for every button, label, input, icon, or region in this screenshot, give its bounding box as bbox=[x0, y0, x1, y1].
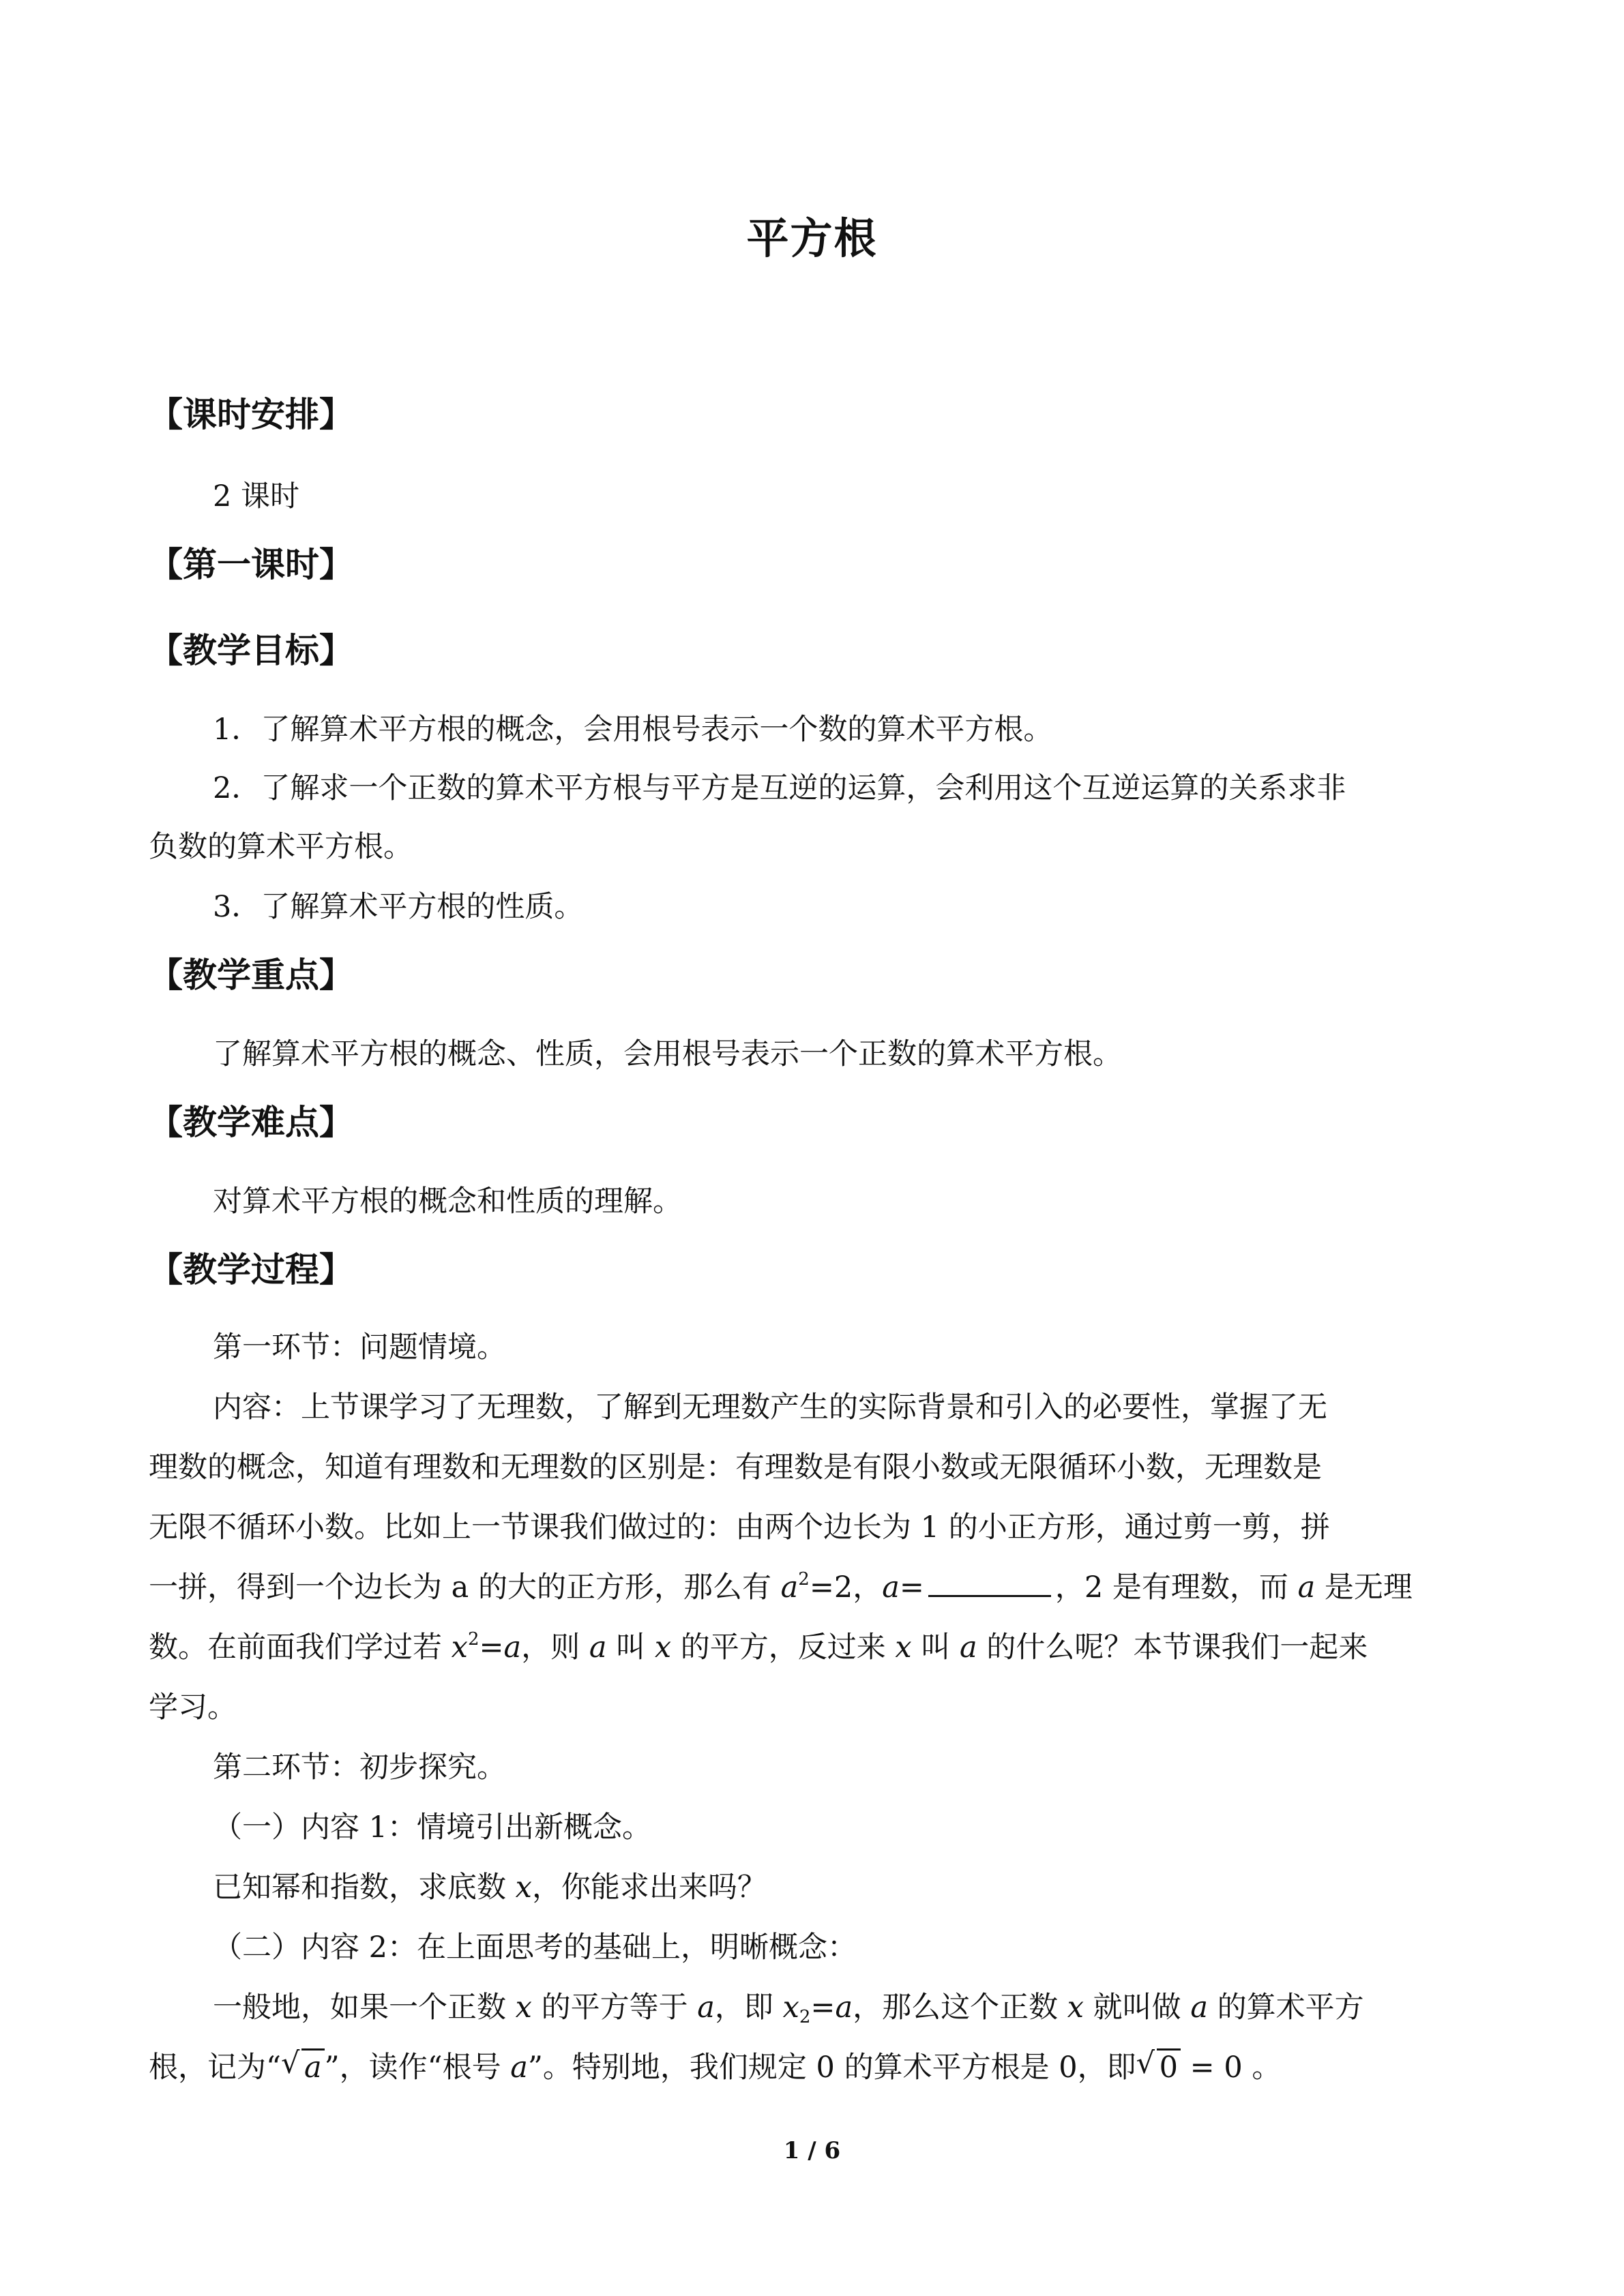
content-line2: 理数的概念，知道有理数和无理数的区别是：有理数是有限小数或无限循环小数，无理数是 bbox=[149, 1450, 1322, 1485]
goal-2-line1: 2．了解求一个正数的算术平方根与平方是互逆的运算，会利用这个互逆运算的关系求非 bbox=[213, 771, 1346, 805]
sqrt-a-symbol: √ a bbox=[281, 2038, 325, 2098]
sqrt-zero-symbol: √ 0 bbox=[1136, 2038, 1181, 2098]
goal-2-line2: 负数的算术平方根。 bbox=[149, 830, 413, 864]
content-line1: 内容：上节课学习了无理数，了解到无理数产生的实际背景和引入的必要性，掌握了无 bbox=[213, 1390, 1327, 1425]
page-title: 平方根 bbox=[746, 213, 878, 263]
sub1-title: （一）内容 1：情境引出新概念。 bbox=[213, 1810, 652, 1845]
goal-3: 3．了解算术平方根的性质。 bbox=[213, 890, 584, 924]
goal-1: 1．了解算术平方根的概念，会用根号表示一个数的算术平方根。 bbox=[213, 713, 1053, 747]
heading-lesson1: 【第一课时】 bbox=[149, 545, 353, 584]
content-line6: 学习。 bbox=[149, 1690, 237, 1725]
heading-process: 【教学过程】 bbox=[149, 1250, 353, 1289]
heading-difficulty: 【教学难点】 bbox=[149, 1103, 353, 1142]
schedule-text: 2 课时 bbox=[213, 479, 300, 513]
sub2-title: （二）内容 2：在上面思考的基础上，明晰概念： bbox=[213, 1930, 857, 1965]
sub1-text: 已知幂和指数，求底数 x，你能求出来吗？ bbox=[213, 1870, 767, 1905]
definition-line1: 一般地，如果一个正数 x 的平方等于 a，即 $x_2=a$，那么这个正数 x 就叫做 a 的算术平方 bbox=[213, 1991, 1364, 2027]
heading-goals: 【教学目标】 bbox=[149, 631, 353, 670]
heading-keypoint: 【教学重点】 bbox=[149, 955, 353, 995]
page-number: 1 / 6 bbox=[783, 2137, 841, 2164]
heading-schedule: 【课时安排】 bbox=[149, 395, 353, 434]
definition-line2: 根，记为“ √ a”，读作“根号 a”。特别地，我们规定 0 的算术平方根是 0，即 √ 0 = 0 。 bbox=[149, 2038, 1281, 2098]
answer-blank bbox=[928, 1569, 1051, 1597]
step1-title: 第一环节：问题情境。 bbox=[213, 1330, 506, 1365]
difficulty-text: 对算术平方根的概念和性质的理解。 bbox=[213, 1184, 682, 1219]
step2-title: 第二环节：初步探究。 bbox=[213, 1750, 506, 1785]
content-line3: 无限不循环小数。比如上一节课我们做过的：由两个边长为 1 的小正方形，通过剪一剪，拼 bbox=[149, 1510, 1330, 1545]
content-line5: 数。在前面我们学过若 $x^2=a$，则 a 叫 x 的平方，反过来 x 叫 a 的什么呢？本节课我们一起来 bbox=[149, 1629, 1368, 1665]
keypoint-text: 了解算术平方根的概念、性质，会用根号表示一个正数的算术平方根。 bbox=[213, 1037, 1122, 1071]
content-line4: 一拼，得到一个边长为 a 的大的正方形，那么有 $a^2=2$，a= ，2 是有理数，而 a 是无理 bbox=[149, 1569, 1413, 1605]
